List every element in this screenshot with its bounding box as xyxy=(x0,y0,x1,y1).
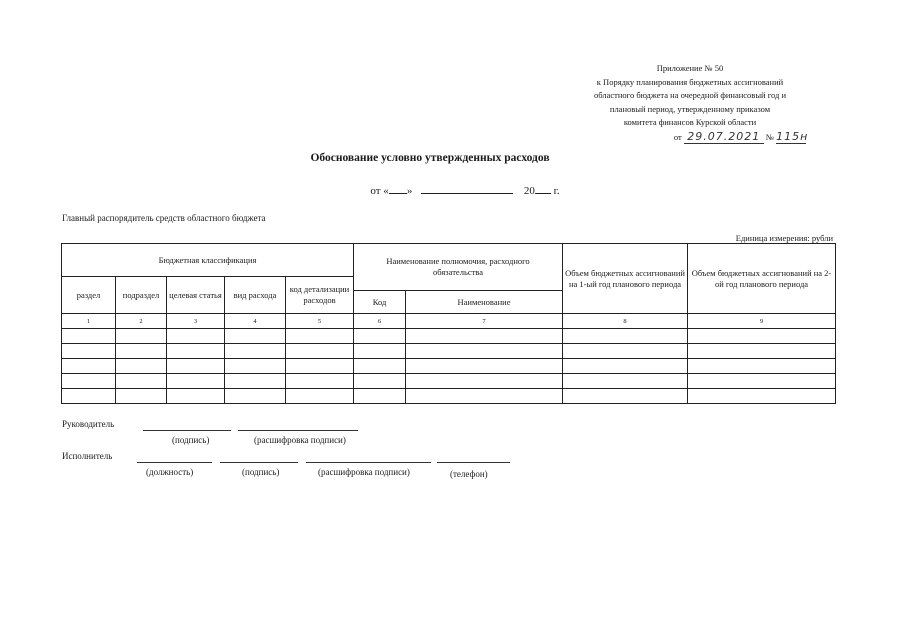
table-row xyxy=(62,359,836,374)
table-cell[interactable] xyxy=(563,389,688,404)
appendix-line-4: плановый период, утвержденному приказом xyxy=(609,103,771,114)
table-cell[interactable] xyxy=(167,344,225,359)
table-cell[interactable] xyxy=(286,359,354,374)
table-cell[interactable] xyxy=(354,344,406,359)
executor-signature-line[interactable] xyxy=(220,462,298,463)
appendix-number-handwritten: 115н xyxy=(776,129,809,143)
table-cell[interactable] xyxy=(688,344,836,359)
header-expense-type: вид расхода xyxy=(225,277,286,314)
appendix-number-prefix: № xyxy=(765,131,775,142)
executor-label: Исполнитель xyxy=(62,451,113,461)
table-cell[interactable] xyxy=(688,389,836,404)
column-number: 4 xyxy=(225,314,286,329)
document-date-line xyxy=(0,183,905,197)
table-cell[interactable] xyxy=(225,374,286,389)
column-number: 1 xyxy=(62,314,116,329)
chief-distributor-label: Главный распорядитель средств областного бюджета xyxy=(62,213,266,223)
appendix-line-5: комитета финансов Курской области xyxy=(623,117,757,127)
header-year-2-volume: Объем бюджетных ассигнований на 2-ой год планового периода xyxy=(688,244,836,314)
year-blank xyxy=(535,183,551,194)
table-cell[interactable] xyxy=(167,374,225,389)
table-cell[interactable] xyxy=(688,329,836,344)
appendix-date-prefix: от xyxy=(673,131,682,142)
table-cell[interactable] xyxy=(286,389,354,404)
column-number: 9 xyxy=(688,314,836,329)
head-label: Руководитель xyxy=(62,419,115,429)
justification-table xyxy=(61,243,836,404)
year-prefix: 20 xyxy=(523,185,535,197)
table-cell[interactable] xyxy=(563,344,688,359)
month-blank xyxy=(421,183,513,194)
table-row xyxy=(62,344,836,359)
table-cell[interactable] xyxy=(406,389,563,404)
executor-decode-line[interactable] xyxy=(306,462,431,463)
table-cell[interactable] xyxy=(563,329,688,344)
table-cell[interactable] xyxy=(406,374,563,389)
table-cell[interactable] xyxy=(116,329,167,344)
head-signature-caption: (подпись) xyxy=(172,435,210,445)
table-cell[interactable] xyxy=(225,389,286,404)
day-blank xyxy=(389,183,407,194)
executor-position-caption: (должность) xyxy=(146,467,194,477)
executor-signature-caption: (подпись) xyxy=(242,467,280,477)
header-subsection: подраздел xyxy=(116,277,167,314)
table-row xyxy=(62,389,836,404)
column-number: 2 xyxy=(116,314,167,329)
table-row xyxy=(62,329,836,344)
table-cell[interactable] xyxy=(563,359,688,374)
table-cell[interactable] xyxy=(116,344,167,359)
table-cell[interactable] xyxy=(225,329,286,344)
table-cell[interactable] xyxy=(286,329,354,344)
appendix-date-handwritten: 29.07.2021 xyxy=(684,130,764,145)
table-cell[interactable] xyxy=(286,374,354,389)
executor-decode-caption: (расшифровка подписи) xyxy=(318,467,410,477)
head-signature-line[interactable] xyxy=(143,430,231,431)
executor-position-line[interactable] xyxy=(137,462,212,463)
table-cell[interactable] xyxy=(62,389,116,404)
header-target-item: целевая статья xyxy=(167,277,225,314)
head-decode-caption: (расшифровка подписи) xyxy=(254,435,346,445)
executor-phone-caption: (телефон) xyxy=(450,469,488,479)
year-suffix: г. xyxy=(553,185,560,197)
header-section: раздел xyxy=(62,277,116,314)
column-number: 7 xyxy=(406,314,563,329)
table-cell[interactable] xyxy=(688,359,836,374)
appendix-line-2: к Порядку планирования бюджетных ассигнований xyxy=(596,76,784,87)
table-cell[interactable] xyxy=(116,374,167,389)
table-column-numbers xyxy=(62,314,836,329)
column-number: 5 xyxy=(286,314,354,329)
header-detail-code: код детализации расходов xyxy=(286,277,354,314)
column-number: 8 xyxy=(563,314,688,329)
table-cell[interactable] xyxy=(62,374,116,389)
header-authority: Наименование полномочия, расходного обязательства xyxy=(354,244,563,291)
table-cell[interactable] xyxy=(225,344,286,359)
date-prefix: от « xyxy=(370,185,389,197)
header-code: Код xyxy=(354,291,406,314)
table-cell[interactable] xyxy=(116,359,167,374)
table-cell[interactable] xyxy=(62,359,116,374)
header-year-1-volume: Объем бюджетных ассигнований на 1-ый год планового периода xyxy=(563,244,688,314)
appendix-block xyxy=(560,62,820,144)
executor-phone-line[interactable] xyxy=(437,462,510,463)
appendix-number: Приложение № 50 xyxy=(656,63,724,73)
table-header-row-1 xyxy=(62,244,836,277)
table-cell[interactable] xyxy=(563,374,688,389)
date-close-quote: » xyxy=(406,185,413,197)
column-number: 6 xyxy=(354,314,406,329)
table-cell[interactable] xyxy=(62,329,116,344)
appendix-date-line xyxy=(560,130,820,145)
table-cell[interactable] xyxy=(688,374,836,389)
head-decode-line[interactable] xyxy=(238,430,358,431)
table-cell[interactable] xyxy=(286,344,354,359)
table-cell[interactable] xyxy=(354,329,406,344)
appendix-line-3: областного бюджета на очередной финансовый год и xyxy=(594,90,786,100)
table-cell[interactable] xyxy=(354,359,406,374)
table-cell[interactable] xyxy=(116,389,167,404)
header-name: Наименование xyxy=(406,291,563,314)
table-cell[interactable] xyxy=(354,389,406,404)
table-cell[interactable] xyxy=(225,359,286,374)
table-cell[interactable] xyxy=(167,389,225,404)
document-title: Обоснование условно утвержденных расходов xyxy=(310,152,550,164)
table-cell[interactable] xyxy=(62,344,116,359)
table-cell[interactable] xyxy=(406,344,563,359)
table-cell[interactable] xyxy=(406,359,563,374)
table-cell[interactable] xyxy=(354,374,406,389)
table-cell[interactable] xyxy=(167,359,225,374)
column-number: 3 xyxy=(167,314,225,329)
table-cell[interactable] xyxy=(406,329,563,344)
table-cell[interactable] xyxy=(167,329,225,344)
table-row xyxy=(62,374,836,389)
units-label: Единица измерения: рубли xyxy=(735,233,833,243)
header-budget-classification: Бюджетная классификация xyxy=(62,244,354,277)
